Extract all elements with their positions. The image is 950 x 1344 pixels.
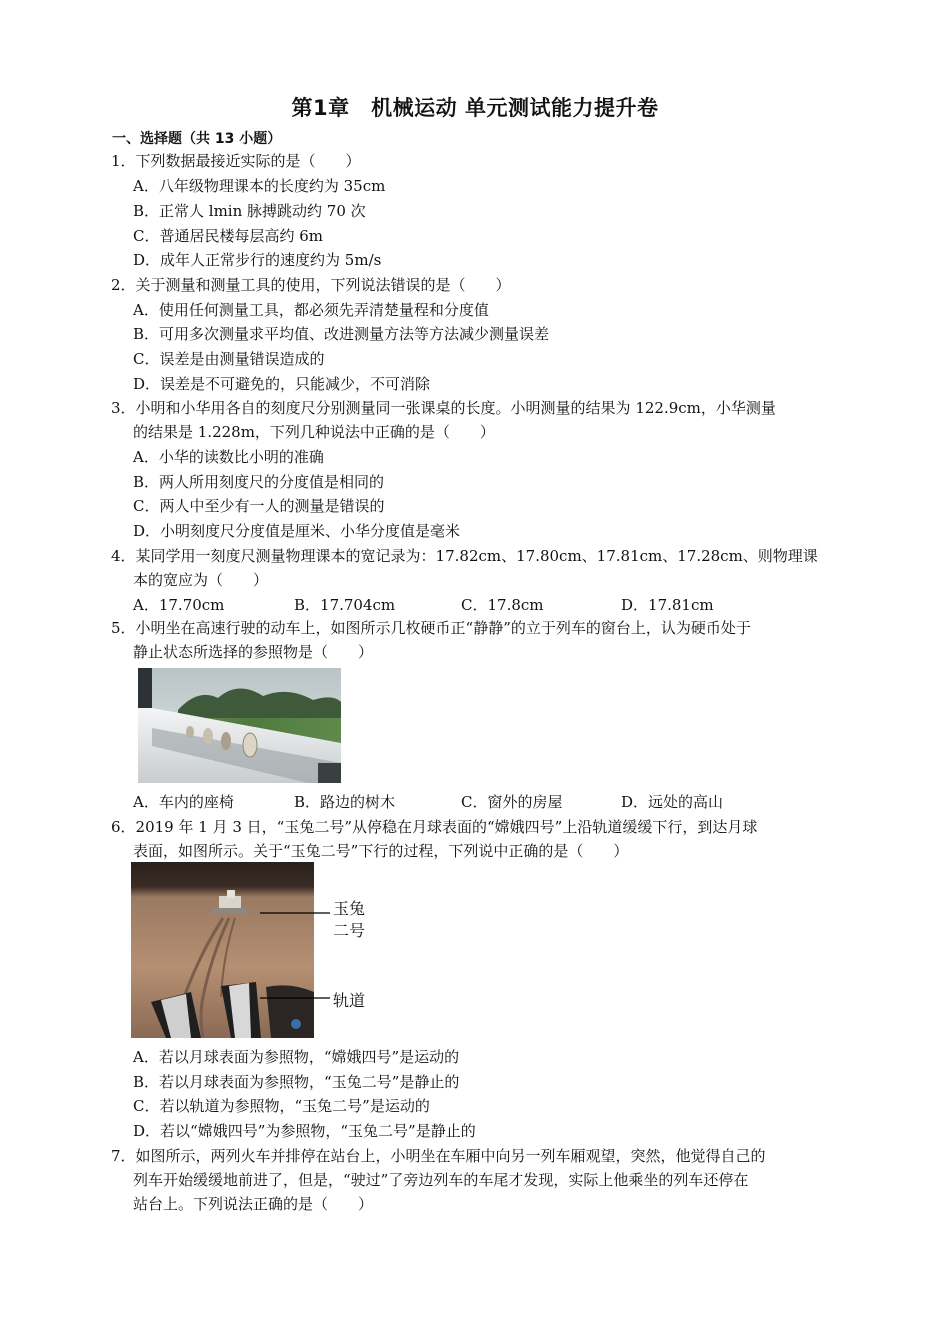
q7-stem-line1: 7．如图所示，两列火车并排停在站台上，小明坐在车厢中向另一列车厢观望，突然，他觉得自己的 (111, 1147, 766, 1165)
q6-stem-line2: 表面，如图所示。关于“玉兔二号”下行的过程，下列说中正确的是（ ） (133, 842, 629, 860)
q5-stem-line1: 5．小明坐在高速行驶的动车上，如图所示几枚硬币正“静静”的立于列车的窗台上，认为硬币处于 (111, 619, 751, 637)
page-title: 第1章 机械运动 单元测试能力提升卷 (291, 96, 659, 120)
track-label: 轨道 (333, 991, 366, 1010)
q2-option-a: A．使用任何测量工具，都必须先弄清楚量程和分度值 (133, 301, 489, 319)
q7-stem-line3: 站台上。下列说法正确的是（ ） (133, 1195, 374, 1213)
q6-option-c: C．若以轨道为参照物，“玉兔二号”是运动的 (133, 1097, 430, 1115)
q3-option-d: D．小明刻度尺分度值是厘米、小华分度值是毫米 (133, 522, 461, 540)
q4-stem-line1: 4．某同学用一刻度尺测量物理课本的宽记录为：17.82cm、17.80cm、17.81cm、17.28cm、则物理课 (111, 547, 818, 565)
q4-option-c: C．17.8cm (461, 596, 544, 614)
q4-option-a: A．17.70cm (133, 596, 225, 614)
train-window-coins-image (138, 668, 341, 783)
q4-option-d: D．17.81cm (621, 596, 714, 614)
rover-label-line2: 二号 (333, 921, 366, 940)
q4-stem-line2: 本的宽应为（ ） (133, 571, 269, 589)
q5-option-c: C．窗外的房屋 (461, 793, 563, 811)
q4-option-b: B．17.704cm (294, 596, 396, 614)
q3-option-c: C．两人中至少有一人的测量是错误的 (133, 497, 385, 515)
q6-option-a: A．若以月球表面为参照物，“嫦娥四号”是运动的 (133, 1048, 460, 1066)
q2-stem: 2．关于测量和测量工具的使用，下列说法错误的是（ ） (111, 276, 511, 294)
q6-option-d: D．若以“嫦娥四号”为参照物，“玉兔二号”是静止的 (133, 1122, 476, 1140)
figure-label-pointers (260, 905, 335, 1005)
q6-stem-line1: 6．2019 年 1 月 3 日，“玉兔二号”从停稳在月球表面的“嫦娥四号”上沿轨道缓缓下行，到达月球 (111, 818, 758, 836)
q3-option-a: A．小华的读数比小明的准确 (133, 448, 324, 466)
q2-option-b: B．可用多次测量求平均值、改进测量方法等方法减少测量误差 (133, 325, 550, 343)
q5-option-b: B．路边的树木 (294, 793, 396, 811)
q2-option-d: D．误差是不可避免的，只能减少，不可消除 (133, 375, 431, 393)
q1-option-a: A．八年级物理课本的长度约为 35cm (133, 177, 386, 195)
q2-option-c: C．误差是由测量错误造成的 (133, 350, 325, 368)
q7-stem-line2: 列车开始缓缓地前进了，但是，“驶过”了旁边列车的车尾才发现，实际上他乘坐的列车还停在 (133, 1171, 749, 1189)
q5-option-d: D．远处的高山 (621, 793, 724, 811)
q1-option-b: B．正常人 lmin 脉搏跳动约 70 次 (133, 202, 366, 220)
q5-option-a: A．车内的座椅 (133, 793, 234, 811)
q5-stem-line2: 静止状态所选择的参照物是（ ） (133, 643, 374, 661)
q1-option-c: C．普通居民楼每层高约 6m (133, 227, 324, 245)
rover-label-line1: 玉兔 (333, 899, 366, 918)
q1-stem: 1．下列数据最接近实际的是（ ） (111, 152, 361, 170)
section-heading: 一、选择题（共 13 小题） (112, 131, 282, 147)
q1-option-d: D．成年人正常步行的速度约为 5m/s (133, 251, 382, 269)
q6-option-b: B．若以月球表面为参照物，“玉兔二号”是静止的 (133, 1073, 460, 1091)
q3-stem-line2: 的结果是 1.228m，下列几种说法中正确的是（ ） (133, 423, 495, 441)
q3-stem-line1: 3．小明和小华用各自的刻度尺分别测量同一张课桌的长度。小明测量的结果为 122.9cm，小华测量 (111, 399, 776, 417)
q3-option-b: B．两人所用刻度尺的分度值是相同的 (133, 473, 385, 491)
